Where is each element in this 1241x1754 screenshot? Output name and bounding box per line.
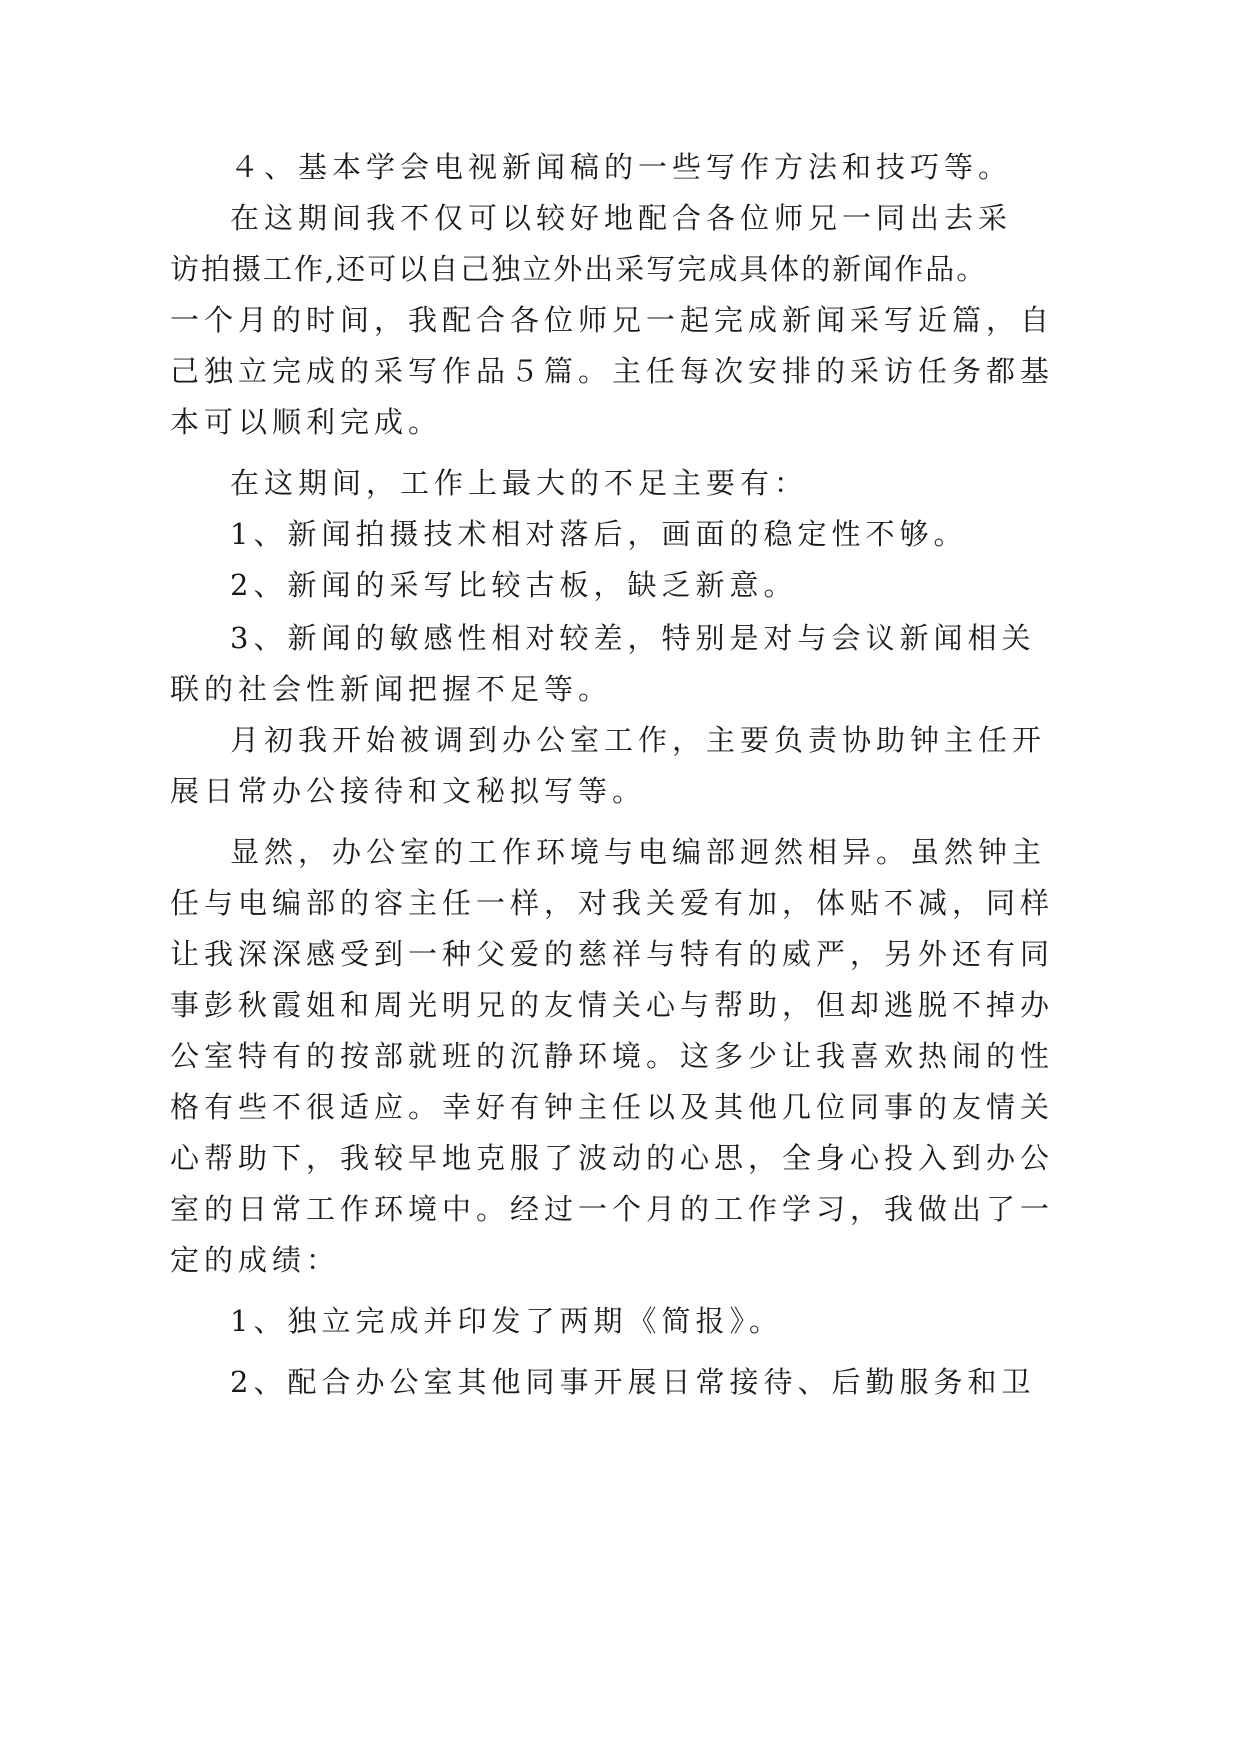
text-line: 格有些不很适应。幸好有钟主任以及其他几位同事的友情关: [170, 1090, 1055, 1124]
text-line: 在这期间，工作上最大的不足主要有：: [230, 466, 809, 500]
text-line: 2、配合办公室其他同事开展日常接待、后勤服务和卫: [230, 1365, 1036, 1399]
text-line: 事彭秋霞姐和周光明兄的友情关心与帮助，但却逃脱不掉办: [170, 988, 1055, 1022]
text-line: 任与电编部的容主任一样，对我关爱有加，体贴不减，同样: [170, 886, 1055, 920]
text-line: ４、基本学会电视新闻稿的一些写作方法和技巧等。: [230, 150, 1013, 184]
text-line: 1、新闻拍摄技术相对落后，画面的稳定性不够。: [230, 517, 968, 551]
text-line: 室的日常工作环境中。经过一个月的工作学习，我做出了一: [170, 1192, 1055, 1226]
text-line: 一个月的时间，我配合各位师兄一起完成新闻采写近篇，自: [170, 303, 1055, 337]
text-line: 2、新闻的采写比较古板，缺乏新意。: [230, 568, 798, 602]
text-line: 访拍摄工作,还可以自己独立外出采写完成具体的新闻作品。: [170, 252, 988, 286]
text-line: 3、新闻的敏感性相对较差，特别是对与会议新闻相关: [230, 621, 1036, 655]
text-line: 月初我开始被调到办公室工作，主要负责协助钟主任开: [230, 723, 1047, 757]
text-line: 让我深深感受到一种父爱的慈祥与特有的威严，另外还有同: [170, 937, 1055, 971]
text-line: 在这期间我不仅可以较好地配合各位师兄一同出去采: [230, 201, 1013, 235]
text-line: 本可以顺利完成。: [170, 405, 443, 439]
text-line: 公室特有的按部就班的沉静环境。这多少让我喜欢热闹的性: [170, 1039, 1055, 1073]
text-line: 己独立完成的采写作品５篇。主任每次安排的采访任务都基: [170, 354, 1055, 388]
text-line: 展日常办公接待和文秘拟写等。: [170, 774, 647, 808]
text-line: 1、独立完成并印发了两期《简报》。: [230, 1304, 783, 1338]
text-line: 联的社会性新闻把握不足等。: [170, 672, 613, 706]
text-line: 显然，办公室的工作环境与电编部迥然相异。虽然钟主: [230, 835, 1047, 869]
text-line: 定的成绩：: [170, 1243, 341, 1277]
text-line: 心帮助下，我较早地克服了波动的心思，全身心投入到办公: [170, 1141, 1055, 1175]
